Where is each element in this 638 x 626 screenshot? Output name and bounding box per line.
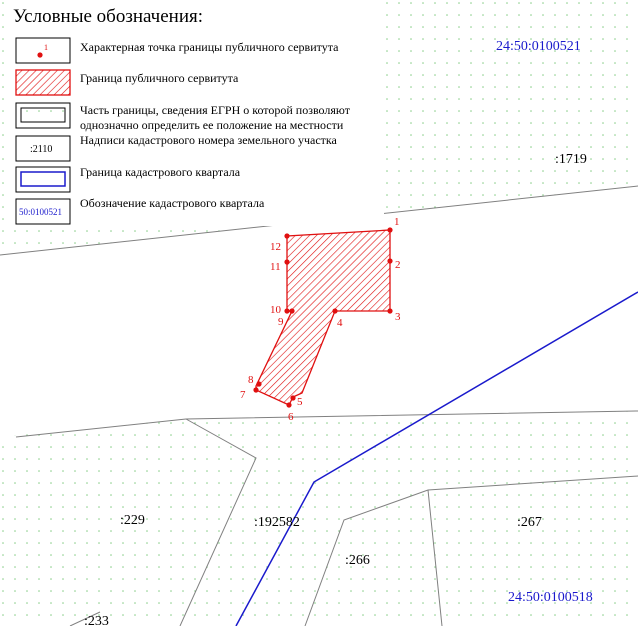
legend-text-part-boundary-2: однозначно определить ее положение на местности <box>80 118 344 132</box>
parcel-label-233: :233 <box>84 614 109 626</box>
quarter-label-top: 24:50:0100521 <box>496 39 581 54</box>
legend-parcel-label-sample: :2110 <box>30 144 53 155</box>
parcel-label-267: :267 <box>517 515 542 530</box>
easement-area <box>256 230 390 405</box>
point-label-9: 9 <box>278 316 284 328</box>
quarter-label-bottom: 24:50:0100518 <box>508 590 593 605</box>
parcel-label-1719: :1719 <box>555 152 587 167</box>
point-marker <box>284 233 289 238</box>
point-marker <box>284 259 289 264</box>
point-marker <box>290 395 295 400</box>
parcel-label-229: :229 <box>120 513 145 528</box>
legend-point-icon <box>37 52 42 57</box>
legend-text-quarter-boundary: Граница кадастрового квартала <box>80 165 241 179</box>
point-label-5: 5 <box>297 396 303 408</box>
point-marker <box>289 308 294 313</box>
point-marker <box>332 308 337 313</box>
legend-title: Условные обозначения: <box>13 6 204 27</box>
point-label-1: 1 <box>394 216 400 228</box>
point-marker <box>387 258 392 263</box>
legend-text-point: Характерная точка границы публичного сервитута <box>80 40 339 54</box>
point-marker <box>253 387 258 392</box>
point-label-7: 7 <box>240 389 246 401</box>
point-marker <box>387 227 392 232</box>
legend-text-easement: Граница публичного сервитута <box>80 71 239 85</box>
legend-sample-part-boundary <box>21 108 65 122</box>
point-label-8: 8 <box>248 374 254 386</box>
point-label-12: 12 <box>270 241 281 253</box>
point-marker <box>387 308 392 313</box>
point-label-10: 10 <box>270 304 281 316</box>
point-label-4: 4 <box>337 317 343 329</box>
parcel-label-192582: :192582 <box>254 515 300 530</box>
point-label-2: 2 <box>395 259 401 271</box>
legend-point-sample-label: 1 <box>44 43 48 52</box>
legend-text-part-boundary-1: Часть границы, сведения ЕГРН о которой позволяют <box>80 103 350 117</box>
legend <box>6 0 384 226</box>
legend-sample-easement <box>16 70 70 95</box>
point-label-6: 6 <box>288 411 294 423</box>
legend-quarter-label-sample: 50:0100521 <box>19 207 63 217</box>
point-marker <box>284 308 289 313</box>
legend-sample-point <box>16 38 70 63</box>
parcel-label-266: :266 <box>345 553 370 568</box>
point-label-3: 3 <box>395 311 401 323</box>
point-marker <box>256 381 261 386</box>
legend-sample-quarter-boundary <box>21 172 65 186</box>
point-marker <box>286 402 291 407</box>
legend-text-parcel-label: Надписи кадастрового номера земельного участка <box>80 133 337 147</box>
point-label-11: 11 <box>270 261 281 273</box>
legend-text-quarter-label: Обозначение кадастрового квартала <box>80 196 265 210</box>
